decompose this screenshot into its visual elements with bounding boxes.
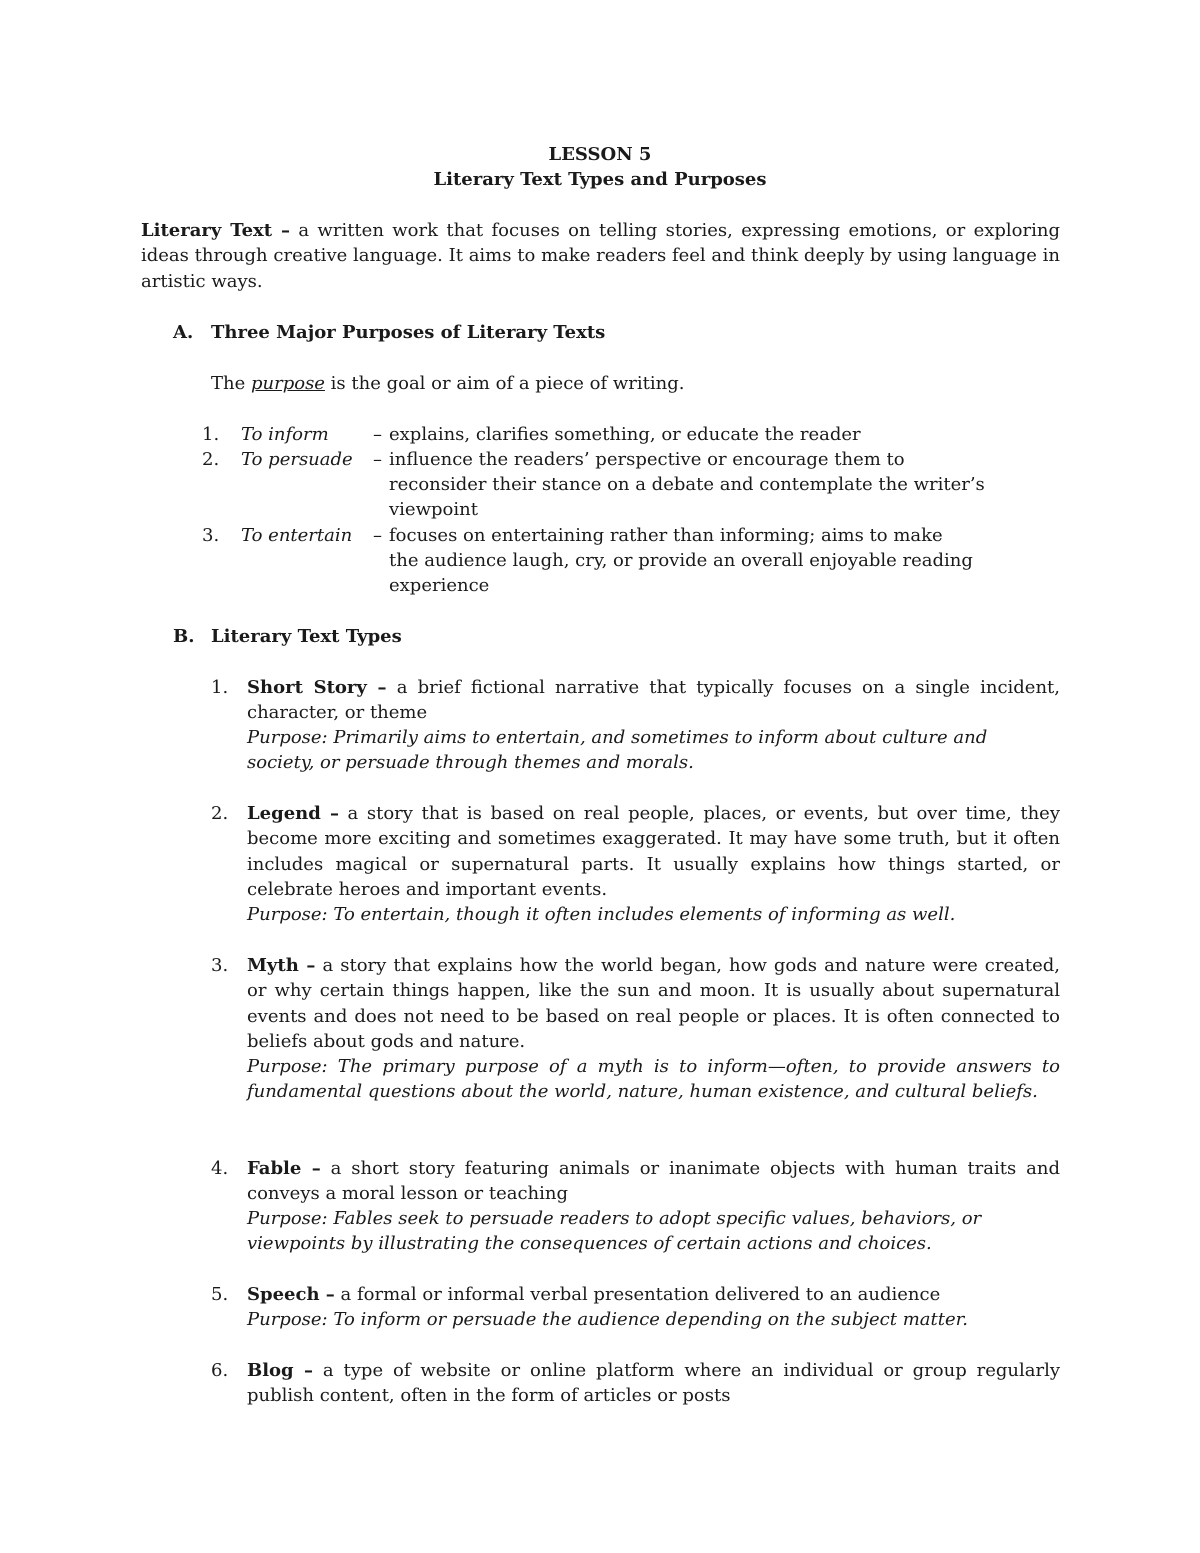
text-type-number: 4. [211, 1158, 229, 1179]
definition-term: Literary Text – [141, 220, 290, 241]
section-b-letter: B. [173, 626, 195, 647]
purpose-item-dash: – [373, 449, 382, 470]
text-type-number: 6. [211, 1360, 229, 1381]
text-type-purpose: Purpose: To entertain, though it often includes elements of informing as well. [247, 904, 956, 925]
text-type-desc: a brief fictional narrative that typically focuses on a single incident, character, or theme [247, 677, 1061, 724]
text-type-item [247, 1282, 1060, 1307]
lesson-title: Literary Text Types and Purposes [433, 169, 767, 190]
text-type-term: Fable – [247, 1158, 321, 1179]
text-type-purpose: Purpose: Fables seek to persuade readers to adopt specific values, behaviors, or viewpoints by illustrating the consequences of certain actions and choices. [247, 1208, 982, 1255]
purpose-intro-pre: The [211, 373, 251, 394]
purpose-item-desc: viewpoint [389, 499, 478, 520]
purpose-item-desc: explains, clarifies something, or educate the reader [389, 424, 861, 445]
section-b-title: Literary Text Types [211, 626, 402, 647]
text-type-purpose: Purpose: The primary purpose of a myth is to inform—often, to provide answers to fundamental questions about the world, nature, human existence, and cultural beliefs. [247, 1056, 1060, 1103]
text-type-desc: a short story featuring animals or inanimate objects with human traits and conveys a moral lesson or teaching [247, 1158, 1060, 1205]
purpose-item-label: To inform [241, 424, 329, 445]
text-type-desc: a formal or informal verbal presentation delivered to an audience [334, 1284, 941, 1305]
text-type-item [247, 953, 1060, 1054]
purpose-term: purpose [250, 373, 325, 394]
text-type-item [247, 1156, 1060, 1207]
text-type-desc: a type of website or online platform where an individual or group regularly publish content, often in the form of articles or posts [247, 1360, 1060, 1407]
text-type-term: Myth – [247, 955, 316, 976]
lesson-number: LESSON 5 [548, 144, 652, 165]
text-type-item [247, 1358, 1060, 1409]
text-type-term: Blog – [247, 1360, 314, 1381]
purpose-item-desc: influence the readers’ perspective or encourage them to [389, 449, 905, 470]
text-type-purpose: Purpose: Primarily aims to entertain, and sometimes to inform about culture and society, or persuade through themes and morals. [247, 727, 988, 774]
section-b-heading [173, 624, 402, 649]
text-type-purpose: Purpose: To inform or persuade the audience depending on the subject matter. [247, 1309, 968, 1330]
purpose-item-desc: focuses on entertaining rather than informing; aims to make [389, 525, 943, 546]
text-type-term: Short Story – [247, 677, 387, 698]
purpose-intro [211, 371, 684, 396]
purpose-item-label: To persuade [241, 449, 353, 470]
text-type-desc: a story that explains how the world began, how gods and nature were created, or why certain things happen, like the sun and moon. It is usually about supernatural events and does not need to be based on real people or places. It is often connected to beliefs about gods and nature. [247, 955, 1060, 1052]
purpose-intro-post: is the goal or aim of a piece of writing. [324, 373, 685, 394]
text-type-number: 5. [211, 1284, 229, 1305]
text-type-desc: a story that is based on real people, places, or events, but over time, they become more exciting and sometimes exaggerated. It may have some truth, but it often includes magical or supernatural parts. It usually explains how things started, or celebrate heroes and important events. [247, 803, 1060, 900]
text-type-item [247, 801, 1060, 902]
text-type-term: Speech – [247, 1284, 335, 1305]
purpose-item-label: To entertain [241, 525, 353, 546]
text-type-item [247, 675, 1060, 726]
section-a-letter: A. [173, 322, 194, 343]
purpose-item-desc: reconsider their stance on a debate and contemplate the writer’s [389, 474, 985, 495]
definition-text: a written work that focuses on telling stories, expressing emotions, or exploring ideas through creative language. It aims to make readers feel and think deeply by using language in artistic ways. [141, 220, 1060, 292]
text-type-term: Legend – [247, 803, 339, 824]
purpose-item-number: 1. [202, 424, 220, 445]
definition-paragraph [141, 218, 1060, 294]
text-type-number: 2. [211, 803, 229, 824]
purpose-item-number: 2. [202, 449, 220, 470]
purpose-item-desc: the audience laugh, cry, or provide an overall enjoyable reading [389, 550, 973, 571]
text-type-number: 1. [211, 677, 229, 698]
section-a-title: Three Major Purposes of Literary Texts [211, 322, 606, 343]
purpose-item-dash: – [373, 424, 382, 445]
purpose-item-dash: – [373, 525, 382, 546]
section-a-heading [173, 320, 605, 345]
purpose-item-number: 3. [202, 525, 220, 546]
purpose-item-desc: experience [389, 575, 490, 596]
text-type-number: 3. [211, 955, 229, 976]
